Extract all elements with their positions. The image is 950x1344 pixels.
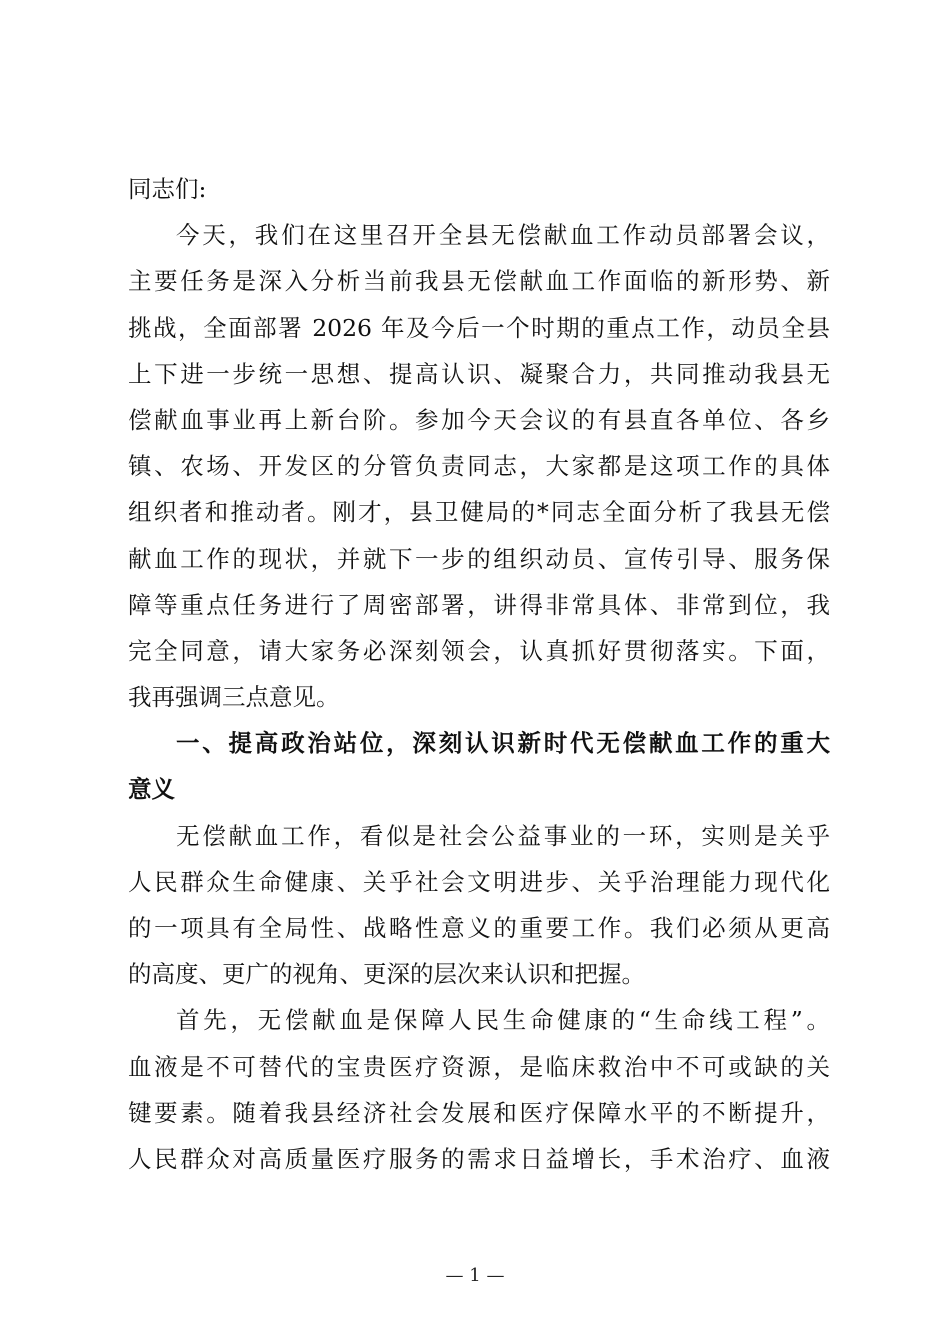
paragraph-opening bbox=[128, 212, 830, 720]
paragraph-line: 人民群众生命健康、关乎社会文明进步、关乎治理能力现代化 bbox=[128, 867, 830, 896]
section-heading-1 bbox=[128, 720, 830, 812]
heading-line: 意义 bbox=[128, 775, 175, 804]
paragraph-line: 人民群众对高质量医疗服务的需求日益增长，手术治疗、血液 bbox=[128, 1144, 830, 1173]
salutation: 同志们: bbox=[128, 175, 207, 203]
paragraph-line: 首先，无偿献血是保障人民生命健康的“生命线工程”。 bbox=[176, 1006, 830, 1035]
paragraph-line: 的高度、更广的视角、更深的层次来认识和把握。 bbox=[128, 960, 645, 989]
paragraph-line: 血液是不可替代的宝贵医疗资源，是临床救治中不可或缺的关 bbox=[128, 1052, 830, 1081]
paragraph-line: 完全同意，请大家务必深刻领会，认真抓好贯彻落实。下面， bbox=[128, 636, 830, 665]
paragraph-line: 障等重点任务进行了周密部署，讲得非常具体、非常到位，我 bbox=[128, 590, 830, 619]
paragraph-line: 献血工作的现状，并就下一步的组织动员、宣传引导、服务保 bbox=[128, 544, 830, 573]
paragraph-line: 上下进一步统一思想、提高认识、凝聚合力，共同推动我县无 bbox=[128, 359, 830, 388]
paragraph-line: 组织者和推动者。刚才，县卫健局的*同志全面分析了我县无偿 bbox=[128, 498, 830, 527]
page-number: — 1 — bbox=[445, 1265, 505, 1286]
paragraph-line: 主要任务是深入分析当前我县无偿献血工作面临的新形势、新 bbox=[128, 267, 830, 296]
paragraph-line: 今天，我们在这里召开全县无偿献血工作动员部署会议， bbox=[176, 221, 830, 250]
document-body bbox=[128, 166, 830, 1182]
paragraph-line: 键要素。随着我县经济社会发展和医疗保障水平的不断提升， bbox=[128, 1098, 830, 1127]
paragraph-significance bbox=[128, 813, 830, 998]
paragraph-line: 偿献血事业再上新台阶。参加今天会议的有县直各单位、各乡 bbox=[128, 405, 830, 434]
paragraph-line: 的一项具有全局性、战略性意义的重要工作。我们必须从更高 bbox=[128, 914, 830, 942]
paragraph-line: 无偿献血工作，看似是社会公益事业的一环，实则是关乎 bbox=[176, 821, 830, 850]
paragraph-line: 镇、农场、开发区的分管负责同志，大家都是这项工作的具体 bbox=[128, 452, 830, 481]
paragraph-line: 挑战，全面部署 2026 年及今后一个时期的重点工作，动员全县 bbox=[128, 313, 830, 342]
paragraph-first-point bbox=[128, 997, 830, 1182]
heading-line: 一、提高政治站位，深刻认识新时代无偿献血工作的重大 bbox=[176, 729, 830, 758]
paragraph-line: 我再强调三点意见。 bbox=[128, 683, 340, 712]
